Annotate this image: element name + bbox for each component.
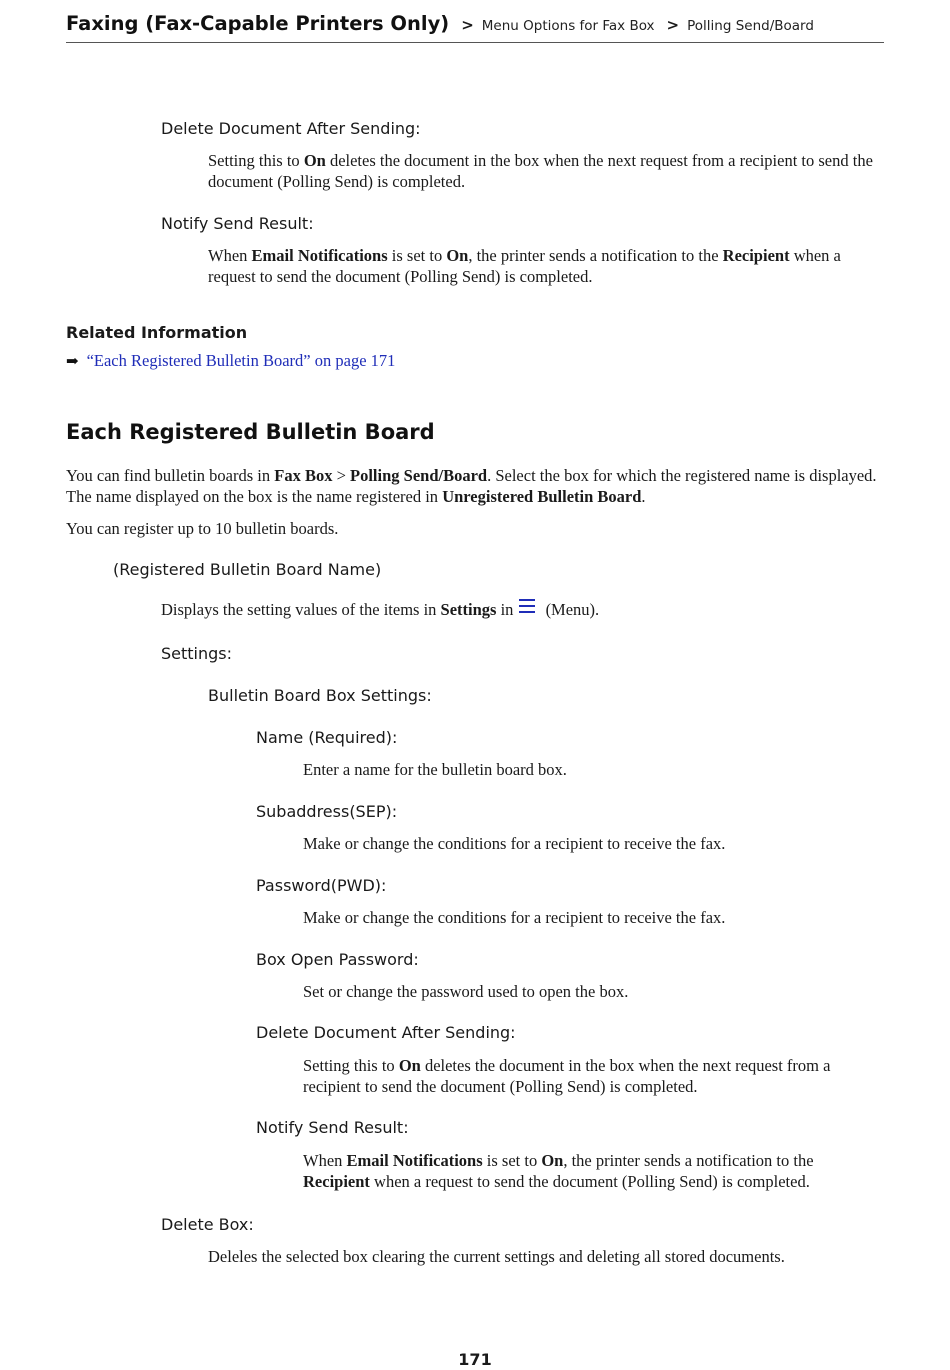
subaddress-sep-label: Subaddress(SEP): bbox=[256, 802, 398, 821]
password-pwd-text: Make or change the conditions for a recipient to receive the fax. bbox=[303, 908, 726, 927]
related-information-heading: Related Information bbox=[66, 323, 248, 342]
board-delete-after-sending-text: Setting this to On deletes the document in the box when the next request from a recipient to send the document (Polling Send) is completed. bbox=[303, 1056, 831, 1096]
registered-board-name-label: (Registered Bulletin Board Name) bbox=[113, 560, 382, 579]
board-notify-send-result-label: Notify Send Result: bbox=[256, 1118, 409, 1137]
chapter-title: Faxing (Fax-Capable Printers Only) bbox=[66, 12, 450, 35]
running-header bbox=[66, 12, 884, 43]
box-open-password-text: Set or change the password used to open the box. bbox=[303, 982, 629, 1001]
breadcrumb-polling-send: Polling Send/Board bbox=[687, 18, 814, 34]
breadcrumb-separator: > bbox=[666, 16, 680, 34]
bulletin-board-box-settings-label: Bulletin Board Box Settings: bbox=[208, 686, 432, 705]
box-open-password-label: Box Open Password: bbox=[256, 950, 419, 969]
breadcrumb-separator: > bbox=[461, 16, 474, 34]
arrow-right-icon: ➡ bbox=[66, 354, 79, 370]
intro-paragraph: You can find bulletin boards in Fax Box > Polling Send/Board. Select the box for which the registered name is displayed. The name displayed on the box is the name registered in Unregistered Bulletin Board. bbox=[66, 466, 877, 506]
display-settings-text: Displays the setting values of the items in Settings in (Menu). bbox=[161, 600, 600, 619]
notify-send-result-label: Notify Send Result: bbox=[161, 214, 314, 233]
delete-box-text: Deleles the selected box clearing the current settings and deleting all stored documents. bbox=[208, 1247, 785, 1266]
section-title: Each Registered Bulletin Board bbox=[66, 420, 435, 444]
delete-box-label: Delete Box: bbox=[161, 1215, 254, 1234]
password-pwd-label: Password(PWD): bbox=[256, 876, 387, 895]
related-link-row bbox=[66, 351, 395, 371]
delete-after-sending-label: Delete Document After Sending: bbox=[161, 119, 421, 138]
delete-after-sending-text: Setting this to On deletes the document in the box when the next request from a recipient to send the document (Polling Send) is completed. bbox=[208, 151, 873, 191]
register-limit-paragraph: You can register up to 10 bulletin boards. bbox=[66, 519, 339, 538]
each-registered-bulletin-board-link[interactable]: “Each Registered Bulletin Board” on page 171 bbox=[86, 351, 396, 370]
breadcrumb-menu-options: Menu Options for Fax Box bbox=[481, 18, 655, 34]
menu-icon bbox=[519, 599, 535, 613]
board-delete-after-sending-label: Delete Document After Sending: bbox=[256, 1023, 516, 1042]
subaddress-sep-text: Make or change the conditions for a recipient to receive the fax. bbox=[303, 834, 726, 853]
settings-label: Settings: bbox=[161, 644, 233, 663]
name-required-text: Enter a name for the bulletin board box. bbox=[303, 760, 567, 779]
name-required-label: Name (Required): bbox=[256, 728, 398, 747]
board-notify-send-result-text: When Email Notifications is set to On, the printer sends a notification to the Recipient when a request to send the document (Polling Send) is completed. bbox=[303, 1151, 814, 1191]
notify-send-result-text: When Email Notifications is set to On, the printer sends a notification to the Recipient when a request to send the document (Polling Send) is completed. bbox=[208, 246, 841, 286]
page-number: 171 bbox=[458, 1350, 492, 1369]
